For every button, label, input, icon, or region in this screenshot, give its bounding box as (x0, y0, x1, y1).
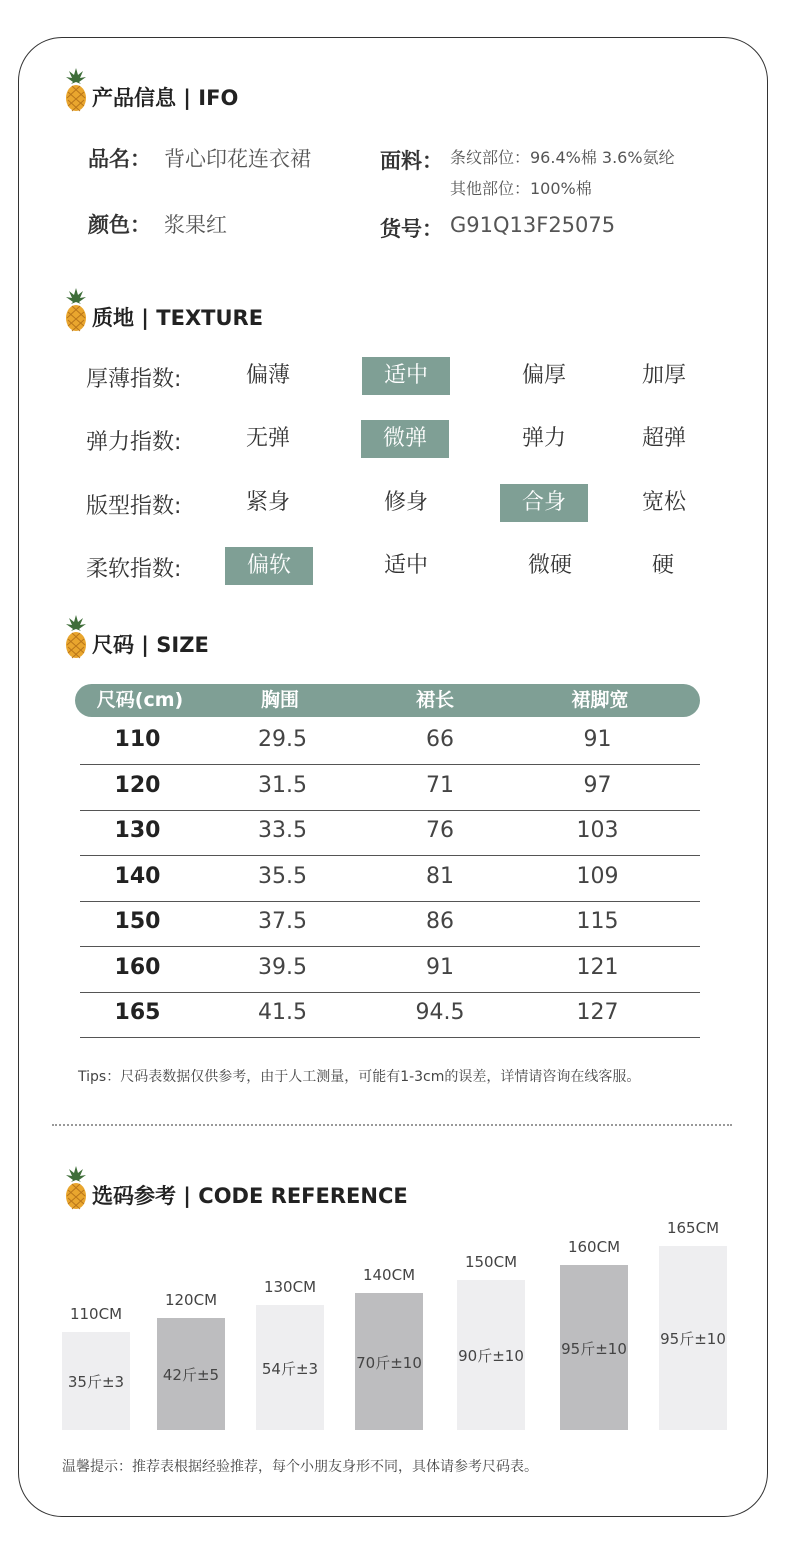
size-table-row (80, 856, 700, 902)
measurement-cell: 41.5 (258, 1000, 307, 1025)
product-name-value: 背心印花连衣裙 (164, 147, 311, 171)
product-name-label: 品名： (88, 147, 151, 171)
texture-option: 加厚 (641, 363, 686, 388)
measurement-cell: 37.5 (258, 909, 307, 934)
size-table-row (80, 947, 700, 993)
bar-size-label: 140CM (362, 1266, 416, 1284)
texture-option: 硬 (651, 553, 674, 578)
texture-row-label: 弹力指数: (86, 430, 182, 455)
header-cell: 裙长 (415, 689, 454, 711)
size-table-row (80, 901, 700, 947)
size-cell: 130 (114, 818, 161, 843)
texture-row-label: 柔软指数: (86, 557, 182, 582)
product-color-label: 颜色： (88, 213, 151, 237)
header-cell: 胸围 (260, 689, 299, 711)
fabric-label: 面料： (380, 149, 443, 173)
reference-note: 温馨提示：推荐表根据经验推荐，每个小朋友身形不同，具体请参考尺码表。 (62, 1459, 538, 1475)
texture-option: 超弹 (641, 426, 686, 451)
measurement-cell: 31.5 (258, 772, 307, 798)
bar-size-label: 120CM (164, 1291, 218, 1309)
section-title: 产品信息 | IFO (92, 86, 239, 110)
fabric-line-2: 其他部位：100%棉 (450, 179, 592, 198)
size-table-row (80, 992, 700, 1038)
header-cell: 尺码(cm) (96, 689, 184, 711)
bar-weight-label: 90斤±10 (458, 1347, 524, 1365)
section-title: 质地 | TEXTURE (92, 306, 264, 330)
pineapple-icon (64, 68, 88, 112)
measurement-cell: 91 (583, 727, 612, 752)
section-heading-info (64, 68, 238, 112)
texture-option: 修身 (383, 490, 428, 515)
texture-option: 微硬 (527, 553, 572, 578)
header-cell: 裙脚宽 (571, 689, 629, 711)
bar-size-label: 165CM (666, 1219, 720, 1237)
bar-weight-label: 95斤±10 (561, 1339, 627, 1358)
divider (52, 1124, 732, 1126)
section-heading-code-reference (64, 1166, 408, 1210)
sku-label: 货号： (380, 217, 443, 241)
texture-option-selected: 适中 (362, 357, 450, 395)
fabric-line-1: 条纹部位：96.4%棉 3.6%氨纶 (450, 148, 675, 167)
measurement-cell: 94.5 (415, 1000, 465, 1025)
size-tips: Tips：尺码表数据仅供参考，由于人工测量，可能有1-3cm的误差，详情请咨询在线客服。 (78, 1069, 641, 1085)
measurement-cell: 91 (426, 954, 454, 980)
texture-row-label: 厚薄指数: (86, 367, 182, 392)
texture-option-selected: 偏软 (225, 547, 313, 585)
texture-option: 无弹 (245, 426, 290, 451)
bar-weight-label: 70斤±10 (356, 1353, 422, 1372)
size-table-header (75, 684, 700, 717)
pineapple-icon (64, 615, 88, 659)
texture-option: 宽松 (641, 490, 686, 515)
texture-option-selected: 微弹 (361, 420, 449, 458)
section-heading-texture (64, 288, 263, 332)
size-table-row (80, 765, 700, 811)
sku-value: G91Q13F25075 (450, 213, 616, 237)
size-table-row (80, 719, 700, 765)
bar-size-label: 130CM (263, 1278, 317, 1296)
measurement-cell: 127 (576, 1000, 619, 1025)
bar-weight-label: 42斤±5 (162, 1366, 220, 1384)
pineapple-icon (64, 288, 88, 332)
texture-option: 偏厚 (521, 363, 566, 388)
bar-weight-label: 54斤±3 (261, 1359, 319, 1378)
bar-size-label: 160CM (567, 1238, 621, 1256)
measurement-cell: 103 (576, 818, 619, 843)
bar-size-label: 110CM (69, 1305, 123, 1323)
measurement-cell: 35.5 (258, 863, 307, 889)
measurement-cell: 76 (426, 818, 454, 843)
texture-option: 偏薄 (245, 363, 290, 388)
measurement-cell: 29.5 (258, 727, 307, 752)
texture-row-label: 版型指数: (86, 494, 182, 519)
bar-size-label: 150CM (464, 1253, 518, 1271)
measurement-cell: 33.5 (258, 818, 307, 843)
measurement-cell: 109 (576, 863, 619, 889)
bar-weight-label: 35斤±3 (67, 1373, 125, 1391)
size-cell: 120 (114, 772, 161, 798)
size-cell: 165 (114, 1000, 161, 1025)
product-color-value: 浆果红 (164, 213, 227, 237)
texture-option-selected: 合身 (500, 484, 588, 522)
measurement-cell: 39.5 (258, 954, 307, 980)
size-cell: 140 (114, 863, 161, 889)
measurement-cell: 66 (426, 727, 454, 752)
measurement-cell: 121 (576, 954, 619, 980)
size-cell: 110 (114, 727, 161, 752)
measurement-cell: 115 (576, 909, 619, 934)
section-title: 选码参考 | CODE REFERENCE (92, 1184, 408, 1208)
measurement-cell: 81 (426, 863, 454, 889)
pineapple-icon (64, 1166, 88, 1210)
texture-option: 弹力 (521, 426, 566, 451)
texture-option: 适中 (383, 553, 428, 578)
measurement-cell: 71 (426, 772, 454, 798)
bar-weight-label: 95斤±10 (660, 1330, 726, 1348)
size-cell: 160 (114, 954, 161, 980)
section-heading-size (64, 615, 209, 659)
size-cell: 150 (114, 909, 161, 934)
measurement-cell: 97 (583, 772, 612, 798)
section-title: 尺码 | SIZE (92, 633, 209, 657)
size-table-row (80, 810, 700, 856)
texture-option: 紧身 (245, 490, 290, 515)
measurement-cell: 86 (426, 909, 454, 934)
